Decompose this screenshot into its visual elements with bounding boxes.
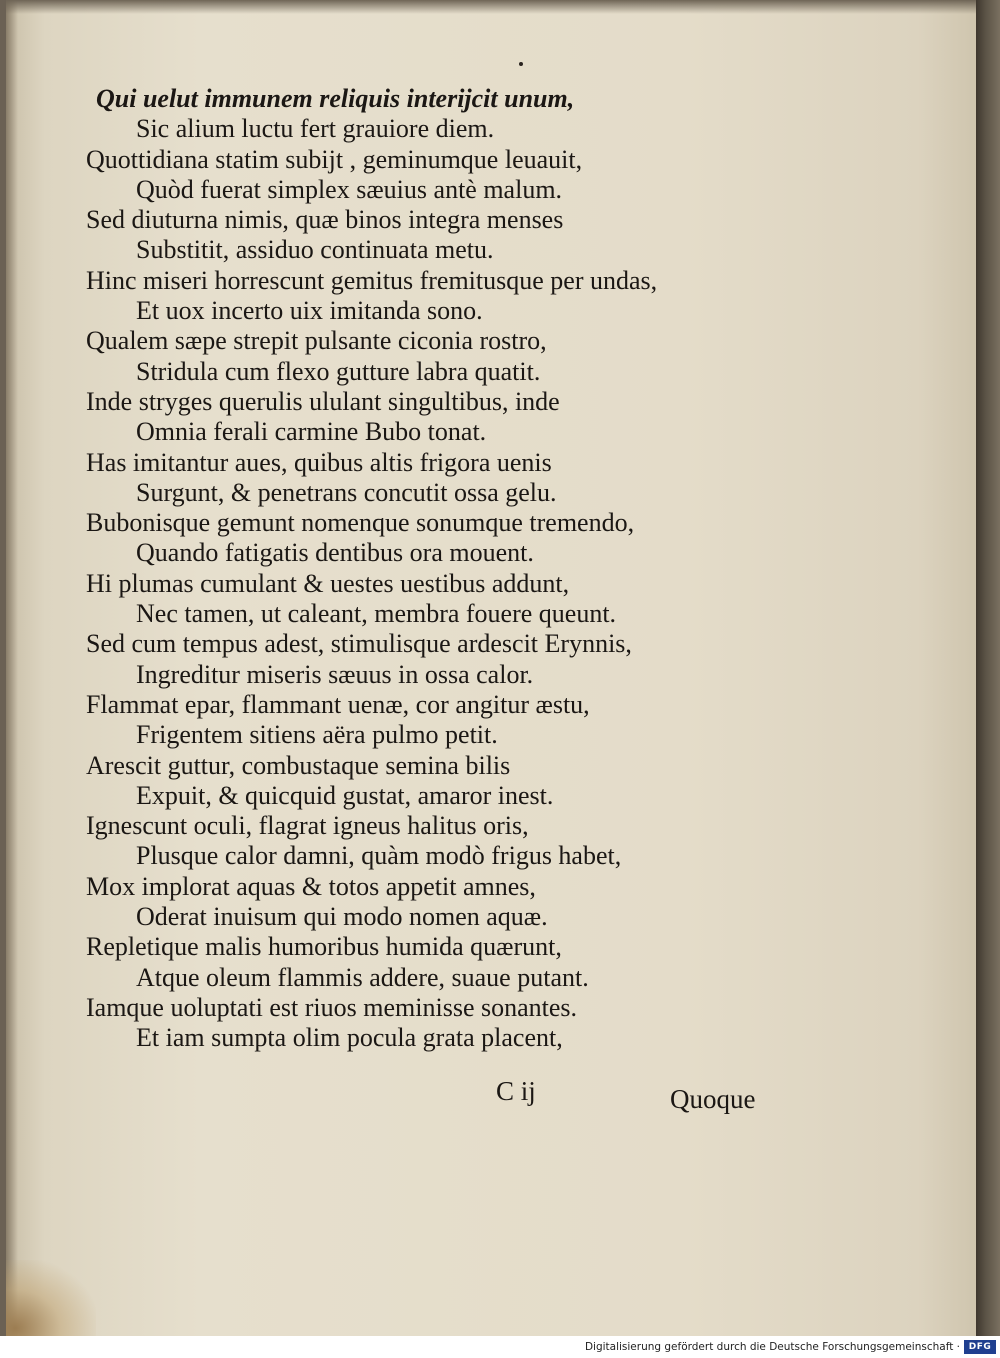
verse-line: Has imitantur aues, quibus altis frigora uenis — [86, 447, 552, 477]
page-footer — [6, 1076, 1000, 1116]
verse-line: Sed diuturna nimis, quæ binos integra menses — [86, 205, 564, 235]
verse-line: Ingreditur miseris sæuus in ossa calor. — [136, 659, 534, 689]
verse-line: Quottidiana statim subijt , geminumque leuauit, — [86, 144, 583, 174]
catchword: Quoque — [670, 1084, 756, 1114]
verse-line: Qualem sæpe strepit pulsante ciconia rostro, — [86, 326, 547, 356]
dfg-logo: DFG — [964, 1340, 996, 1354]
verse-line: Omnia ferali carmine Bubo tonat. — [136, 417, 487, 447]
digitization-credit-bar — [0, 1336, 1000, 1358]
verse-line: Arescit guttur, combustaque semina bilis — [86, 750, 511, 780]
verse-line: Stridula cum flexo gutture labra quatit. — [136, 356, 541, 386]
verse-line: Frigentem sitiens aëra pulmo petit. — [136, 720, 498, 750]
verse-line: Hi plumas cumulant & uestes uestibus addunt, — [86, 568, 570, 598]
verse-line: Sed cum tempus adest, stimulisque ardescit Erynnis, — [86, 629, 632, 659]
latin-verse-text — [82, 84, 782, 1054]
verse-line: Et iam sumpta olim pocula grata placent, — [136, 1023, 563, 1053]
page-top-shadow — [6, 0, 1000, 14]
verse-line: Quòd fuerat simplex sæuius antè malum. — [136, 174, 563, 204]
paper-page — [6, 0, 976, 1336]
verse-line: Atque oleum flammis addere, suaue putant. — [136, 962, 589, 992]
verse-line: Sic alium luctu fert grauiore diem. — [136, 114, 495, 144]
verse-line: Qui uelut immunem reliquis interijcit unum, — [96, 84, 575, 113]
verse-line: Et uox incerto uix imitanda sono. — [136, 296, 483, 326]
verse-line: Hinc miseri horrescunt gemitus fremitusque per undas, — [86, 265, 658, 295]
verse-line: Quando fatigatis dentibus ora mouent. — [136, 538, 534, 568]
verse-line: Inde stryges querulis ululant singultibus, inde — [86, 386, 560, 416]
verse-line: Flammat epar, flammant uenæ, cor angitur æstu, — [86, 689, 590, 719]
verse-line: Nec tamen, ut caleant, membra fouere queunt. — [136, 599, 617, 629]
verse-line: Expuit, & quicquid gustat, amaror inest. — [136, 780, 554, 810]
credit-text: Digitalisierung gefördert durch die Deutsche Forschungsgemeinschaft · — [584, 1341, 960, 1353]
verse-line: Surgunt, & penetrans concutit ossa gelu. — [136, 477, 557, 507]
verse-line: Iamque uoluptati est riuos meminisse sonantes. — [86, 992, 578, 1022]
verse-line: Bubonisque gemunt nomenque sonumque tremendo, — [86, 508, 635, 538]
binding-stain — [6, 1260, 96, 1336]
page-edge-right — [976, 0, 1000, 1336]
verse-line: Substitit, assiduo continuata metu. — [136, 235, 494, 265]
verse-line: Plusque calor damni, quàm modò frigus habet, — [136, 841, 622, 871]
signature-mark: C ij — [496, 1076, 536, 1106]
verse-line: Mox implorat aquas & totos appetit amnes, — [86, 871, 536, 901]
verse-line: Ignescunt oculi, flagrat igneus halitus oris, — [86, 811, 529, 841]
printer-dot-mark — [519, 62, 523, 66]
verse-line: Repletique malis humoribus humida quærunt, — [86, 932, 562, 962]
verse-line: Oderat inuisum qui modo nomen aquæ. — [136, 902, 548, 932]
